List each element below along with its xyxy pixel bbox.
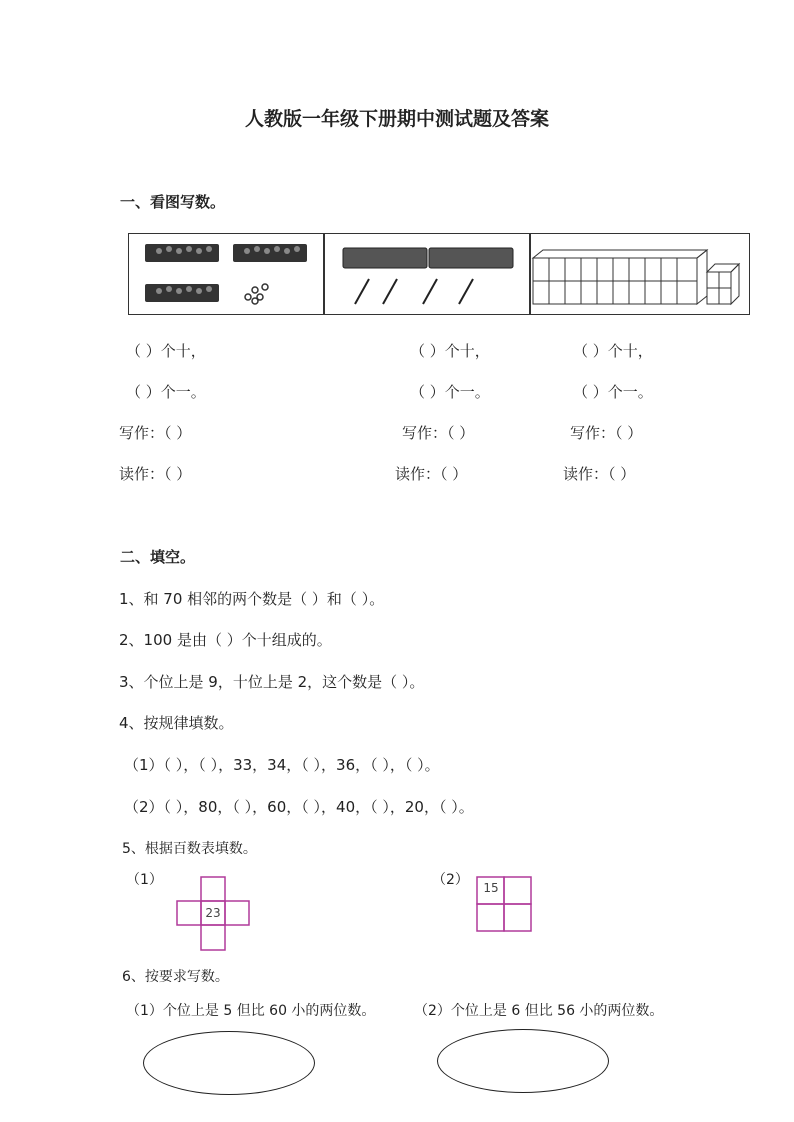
counting-picture (128, 233, 750, 315)
question-5-1-label: （1） (126, 872, 163, 888)
col1-write: 写作：（ ） (119, 424, 192, 442)
col3-tens: （ ）个十， (573, 342, 653, 360)
loose-dots (245, 284, 268, 304)
question-2: 2、100 是由（ ）个十组成的。 (119, 631, 332, 649)
col1-ones: （ ）个一。 (126, 383, 206, 401)
col2-read: 读作：（ ） (395, 465, 468, 483)
question-4: 4、按规律填数。 (119, 714, 234, 732)
square-topleft-number: 15 (483, 881, 499, 895)
question-5-2-label: （2） (432, 872, 469, 888)
col3-read: 读作：（ ） (563, 465, 636, 483)
col1-tens: （ ）个十， (126, 342, 206, 360)
section1-heading: 一、看图写数。 (120, 193, 226, 211)
question-5: 5、根据百数表填数。 (122, 841, 257, 857)
ten-blocks-1 (145, 244, 307, 302)
page-title: 人教版一年级下册期中测试题及答案 (244, 108, 549, 130)
col1-read: 读作：（ ） (119, 465, 192, 483)
question-4-2: （2）（ ），80，（ ），60，（ ），40，（ ），20，（ ）。 (124, 798, 474, 816)
question-6-2: （2）个位上是 6 但比 56 小的两位数。 (414, 1003, 664, 1019)
bundles (343, 248, 513, 268)
col2-ones: （ ）个一。 (410, 383, 490, 401)
col2-tens: （ ）个十， (410, 342, 490, 360)
question-6: 6、按要求写数。 (122, 969, 229, 985)
brushes (355, 279, 473, 304)
answer-ellipse-1[interactable] (143, 1031, 315, 1095)
counting-illustrations (129, 234, 751, 316)
question-6-1: （1）个位上是 5 但比 60 小的两位数。 (126, 1003, 376, 1019)
question-4-1: （1）（ ），（ ），33，34，（ ），36，（ ），（ ）。 (124, 756, 440, 774)
col2-write: 写作：（ ） (402, 424, 475, 442)
col3-write: 写作：（ ） (570, 424, 643, 442)
cross-center-number: 23 (205, 906, 221, 920)
question-1: 1、和 70 相邻的两个数是（ ）和（ ）。 (119, 590, 385, 608)
section2-heading: 二、填空。 (120, 548, 196, 566)
answer-ellipse-2[interactable] (437, 1029, 609, 1093)
question-3: 3、个位上是 9，十位上是 2，这个数是（ ）。 (119, 673, 425, 691)
cube-blocks (533, 250, 739, 304)
col3-ones: （ ）个一。 (573, 383, 653, 401)
